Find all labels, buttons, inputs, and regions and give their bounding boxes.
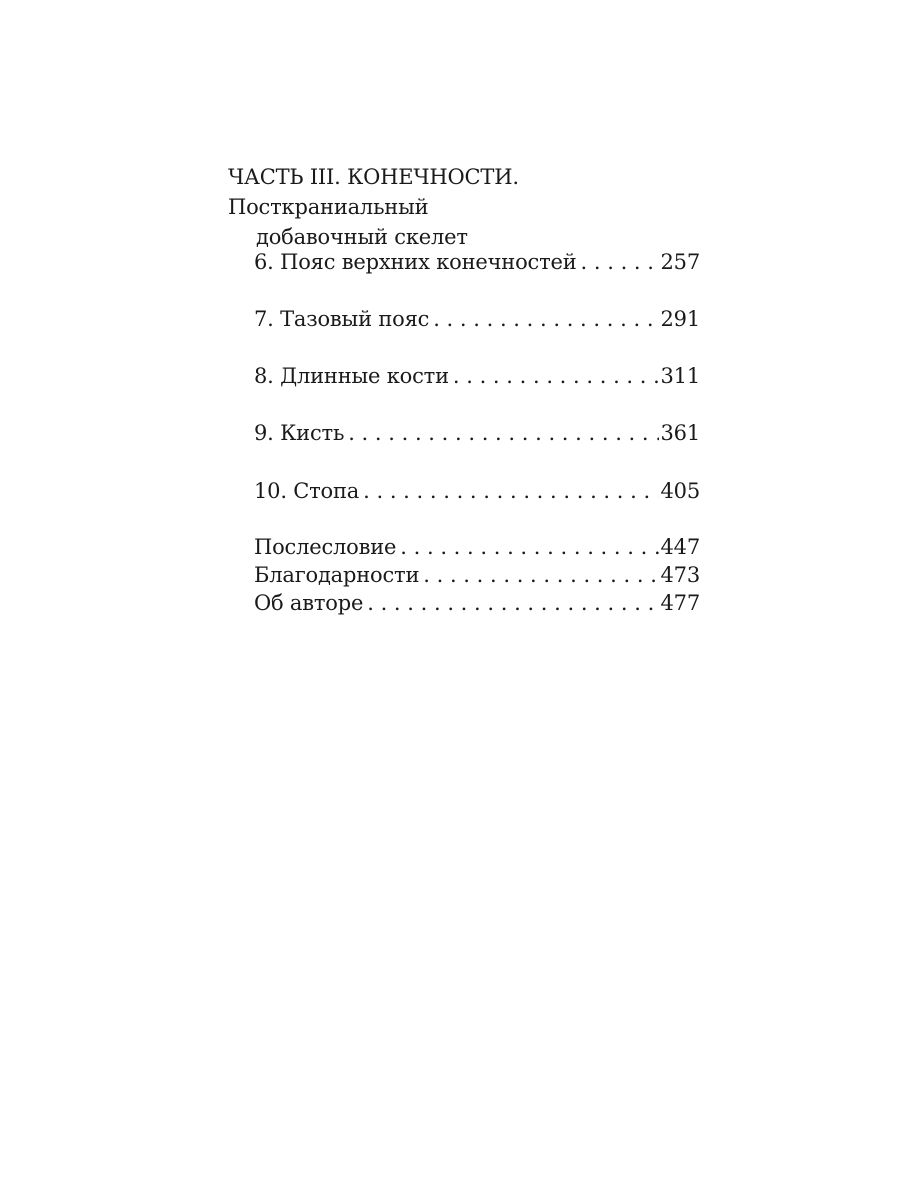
toc-dot-leader	[396, 533, 658, 561]
toc-entry-label: Послесловие	[254, 535, 397, 559]
toc-entry-label: 6. Пояс верхних конечностей	[254, 250, 577, 274]
toc-dot-leader	[429, 305, 658, 333]
toc-page-number: 473	[660, 563, 700, 587]
toc-dot-leader	[577, 248, 659, 276]
part-title-line-2: добавочный скелет	[256, 225, 468, 249]
toc-dot-leader	[359, 477, 658, 505]
toc-page-number: 477	[660, 591, 700, 615]
toc-dot-leader	[363, 589, 658, 617]
toc-page-number: 361	[660, 421, 700, 445]
toc-entry-chapter-8[interactable]	[254, 362, 700, 390]
toc-dot-leader	[419, 561, 658, 589]
toc-dot-leader	[449, 362, 659, 390]
toc-entry-about-author[interactable]	[254, 589, 700, 617]
part-heading	[228, 162, 708, 252]
toc-page-number: 405	[660, 479, 700, 503]
toc-page-number: 257	[660, 250, 700, 274]
toc-entry-chapter-7[interactable]	[254, 305, 700, 333]
toc-entry-chapter-10[interactable]	[254, 477, 700, 505]
part-title-line-1: ЧАСТЬ III. КОНЕЧНОСТИ. Посткраниальный	[228, 165, 519, 219]
toc-page-number: 311	[660, 364, 700, 388]
toc-entry-afterword[interactable]	[254, 533, 700, 561]
toc-page-number: 447	[660, 535, 700, 559]
toc-entry-label: 9. Кисть	[254, 421, 345, 445]
toc-entry-label: 7. Тазовый пояс	[254, 307, 430, 331]
toc-entry-chapter-6[interactable]	[254, 248, 700, 276]
toc-entry-label: Благодарности	[254, 563, 420, 587]
toc-entry-label: Об авторе	[254, 591, 364, 615]
toc-entry-label: 10. Стопа	[254, 479, 360, 503]
toc-entry-label: 8. Длинные кости	[254, 364, 449, 388]
toc-entry-acknowledgements[interactable]	[254, 561, 700, 589]
toc-page-number: 291	[660, 307, 700, 331]
toc-dot-leader	[344, 419, 658, 447]
toc-entry-chapter-9[interactable]	[254, 419, 700, 447]
